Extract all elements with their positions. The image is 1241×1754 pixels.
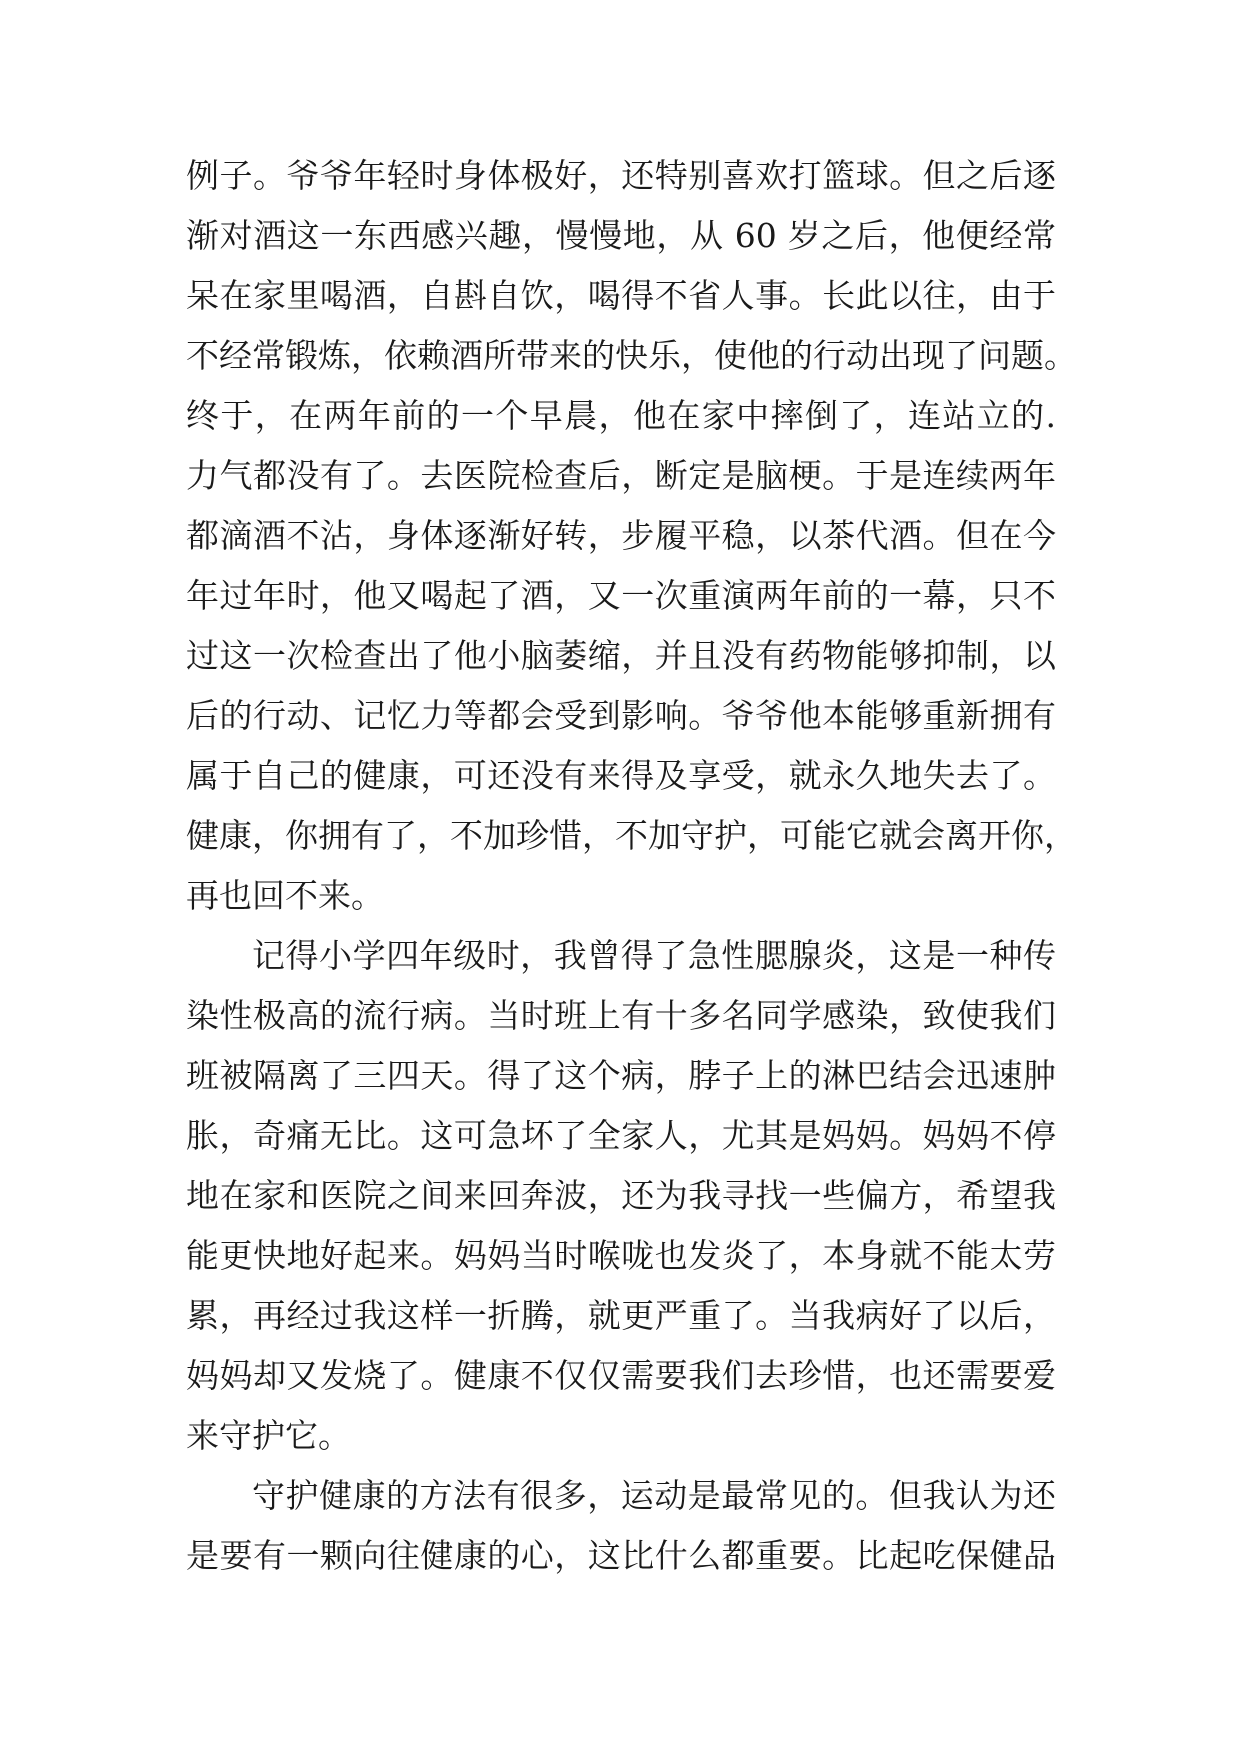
text-line: 过这一次检查出了他小脑萎缩，并且没有药物能够抑制，以 <box>186 636 1056 675</box>
text-line: 再也回不来。 <box>186 876 384 915</box>
text-line: 记得小学四年级时，我曾得了急性腮腺炎，这是一种传 <box>252 936 1056 975</box>
text-line: 例子。爷爷年轻时身体极好，还特别喜欢打篮球。但之后逐 <box>186 156 1056 195</box>
text-line: 健康，你拥有了，不加珍惜，不加守护，可能它就会离开你， <box>186 816 1077 855</box>
text-line: 后的行动、记忆力等都会受到影响。爷爷他本能够重新拥有 <box>186 696 1056 735</box>
text-line: 染性极高的流行病。当时班上有十多名同学感染，致使我们 <box>186 996 1056 1035</box>
text-line: 不经常锻炼，依赖酒所带来的快乐，使他的行动出现了问题。 <box>186 336 1077 375</box>
text-line: 属于自己的健康，可还没有来得及享受，就永久地失去了。 <box>186 756 1056 795</box>
text-line: 妈妈却又发烧了。健康不仅仅需要我们去珍惜，也还需要爱 <box>186 1356 1056 1395</box>
text-line: 守护健康的方法有很多，运动是最常见的。但我认为还 <box>252 1476 1056 1515</box>
body-text <box>186 146 1077 1586</box>
text-line: 地在家和医院之间来回奔波，还为我寻找一些偏方，希望我 <box>186 1176 1056 1215</box>
text-line: 呆在家里喝酒，自斟自饮，喝得不省人事。长此以往，由于 <box>186 276 1056 315</box>
text-line: 胀，奇痛无比。这可急坏了全家人，尤其是妈妈。妈妈不停 <box>186 1116 1056 1155</box>
text-line: 能更快地好起来。妈妈当时喉咙也发炎了，本身就不能太劳 <box>186 1236 1056 1275</box>
text-line: 终于，在两年前的一个早晨，他在家中摔倒了，连站立的. <box>186 396 1056 435</box>
text-line: 是要有一颗向往健康的心，这比什么都重要。比起吃保健品 <box>186 1536 1056 1575</box>
text-line: 力气都没有了。去医院检查后，断定是脑梗。于是连续两年 <box>186 456 1056 495</box>
text-line: 渐对酒这一东西感兴趣，慢慢地，从 60 岁之后，他便经常 <box>186 216 1056 255</box>
text-line: 来守护它。 <box>186 1416 351 1455</box>
text-line: 班被隔离了三四天。得了这个病，脖子上的淋巴结会迅速肿 <box>186 1056 1056 1095</box>
text-line: 累，再经过我这样一折腾，就更严重了。当我病好了以后， <box>186 1296 1056 1335</box>
text-line: 年过年时，他又喝起了酒，又一次重演两年前的一幕，只不 <box>186 576 1056 615</box>
text-line: 都滴酒不沾，身体逐渐好转，步履平稳，以茶代酒。但在今 <box>186 516 1056 555</box>
